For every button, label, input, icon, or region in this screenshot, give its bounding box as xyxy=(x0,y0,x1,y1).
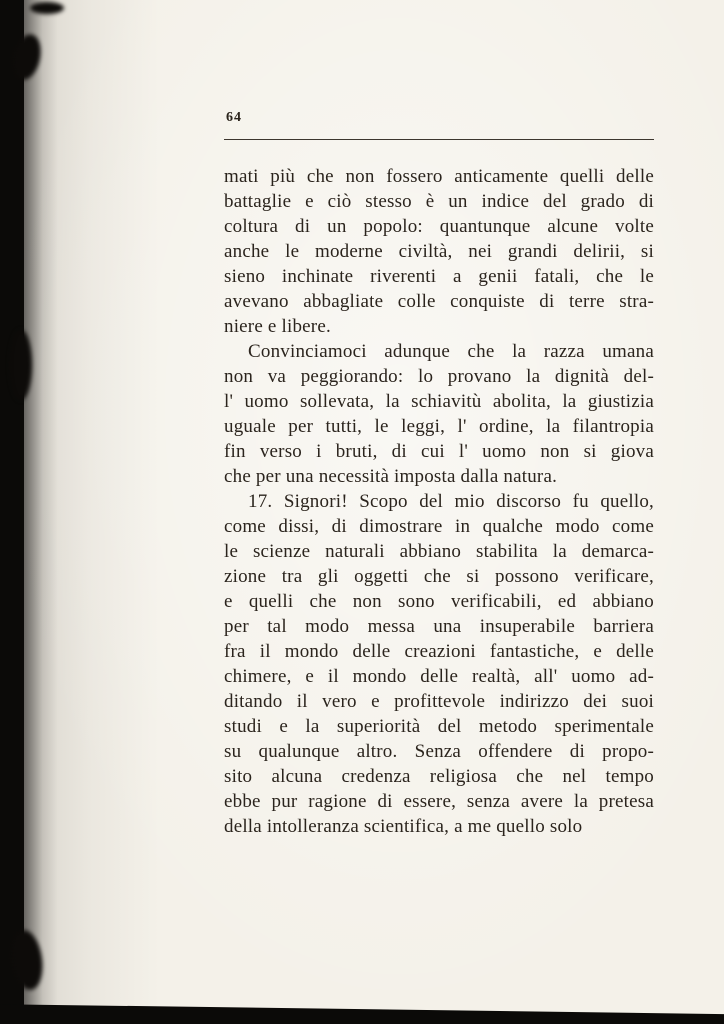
text-line: per tal modo messa una insuperabile barriera xyxy=(224,616,654,637)
text-line: ebbe pur ragione di essere, senza avere la pretesa xyxy=(224,791,654,812)
paragraph xyxy=(224,489,654,839)
text-line: avevano abbagliate colle conquiste di terre stra- xyxy=(224,291,654,312)
text-line: uguale per tutti, le leggi, l' ordine, la filantropia xyxy=(224,416,654,437)
text-line: chimere, e il mondo delle realtà, all' uomo ad- xyxy=(224,666,654,687)
text-line: sito alcuna credenza religiosa che nel tempo xyxy=(224,766,654,787)
page-number: 64 xyxy=(226,110,242,125)
text-line: che per una necessità imposta dalla natura. xyxy=(224,466,558,487)
text-line: niere e libere. xyxy=(224,316,331,337)
header-rule xyxy=(224,139,654,140)
text-line: e quelli che non sono verificabili, ed abbiano xyxy=(224,591,654,612)
text-line: l' uomo sollevata, la schiavitù abolita, la giustizia xyxy=(224,391,654,412)
text-line: battaglie e ciò stesso è un indice del grado di xyxy=(224,191,654,212)
scan-ink-blot xyxy=(30,2,64,14)
page-content xyxy=(224,110,654,839)
text-line: fin verso i bruti, di cui l' uomo non si giova xyxy=(224,441,654,462)
text-line: anche le moderne civiltà, nei grandi delirii, si xyxy=(224,241,654,262)
left-binding-shadow xyxy=(0,0,24,1024)
text-line: mati più che non fossero anticamente quelli delle xyxy=(224,166,654,187)
text-line: studi e la superiorità del metodo sperimentale xyxy=(224,716,654,737)
text-line: ditando il vero e profittevole indirizzo dei suoi xyxy=(224,691,654,712)
body-text xyxy=(224,164,654,839)
paragraph xyxy=(224,164,654,339)
paragraph xyxy=(224,339,654,489)
text-line: non va peggiorando: lo provano la dignità del- xyxy=(224,366,654,387)
text-line: sieno inchinate riverenti a genii fatali, che le xyxy=(224,266,654,287)
text-line: le scienze naturali abbiano stabilita la demarca- xyxy=(224,541,654,562)
text-line: della intolleranza scientifica, a me quello solo xyxy=(224,816,583,837)
text-line: coltura di un popolo: quantunque alcune volte xyxy=(224,216,654,237)
text-line: come dissi, di dimostrare in qualche modo come xyxy=(224,516,654,537)
text-line: fra il mondo delle creazioni fantastiche, e delle xyxy=(224,641,654,662)
text-line: 17. Signori! Scopo del mio discorso fu quello, xyxy=(248,491,654,512)
scan-ink-blot xyxy=(10,330,32,400)
text-line: zione tra gli oggetti che si possono verificare, xyxy=(224,566,654,587)
bottom-scan-edge xyxy=(0,1002,724,1024)
text-line: Convinciamoci adunque che la razza umana xyxy=(248,341,654,362)
text-line: su qualunque altro. Senza offendere di propo- xyxy=(224,741,654,762)
